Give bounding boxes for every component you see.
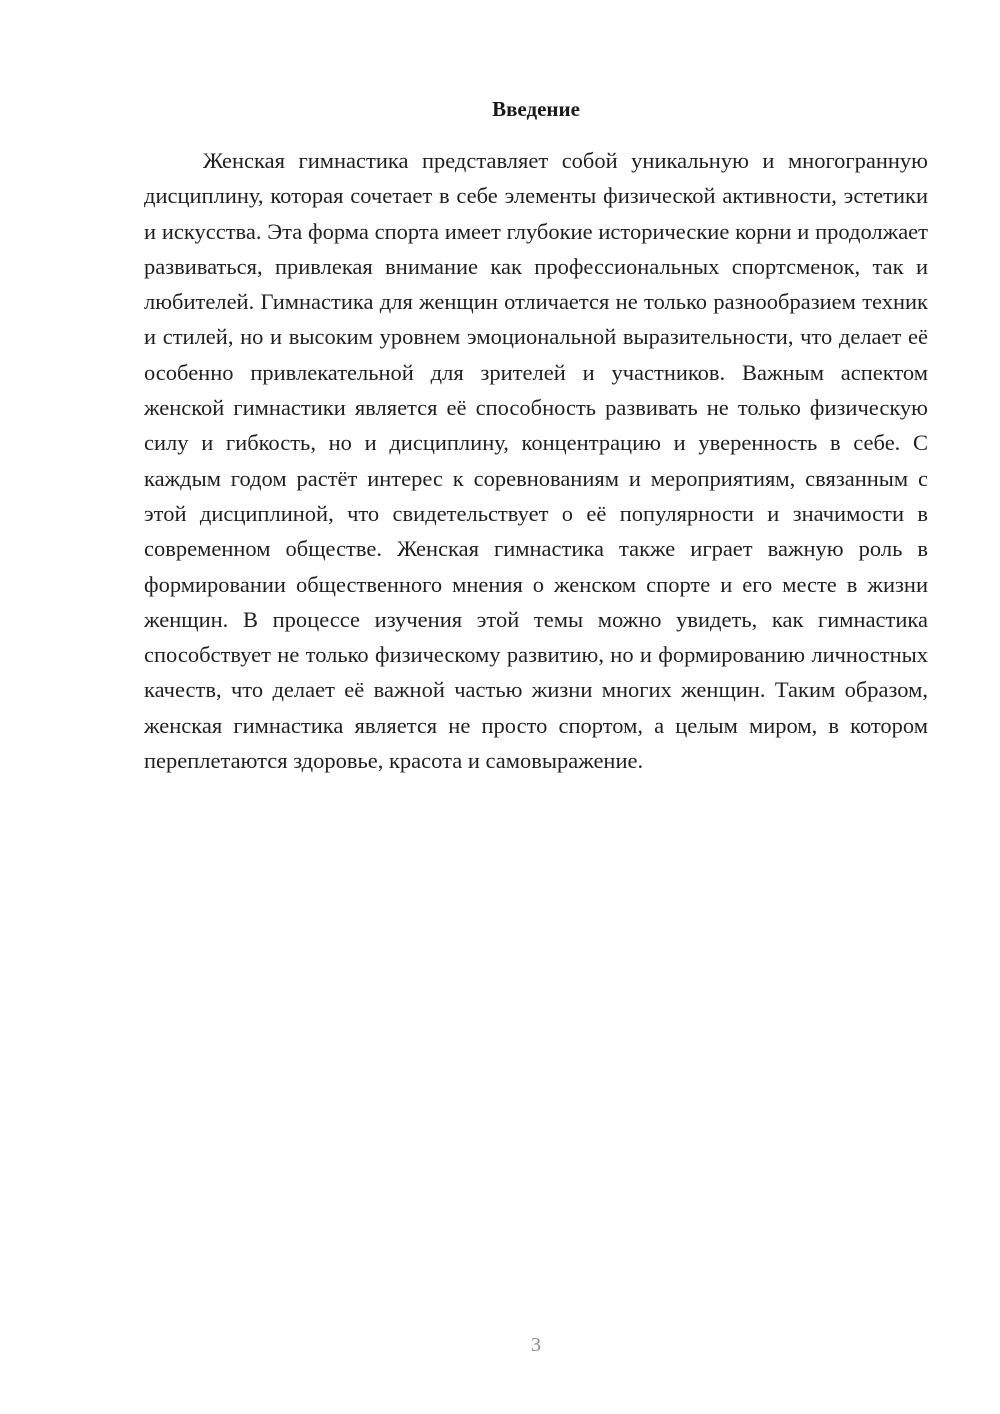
section-heading: Введение <box>492 97 580 121</box>
intro-paragraph: Женская гимнастика представляет собой уникальную и многогранную дисциплину, которая сочетает в себе элементы физической активности, эстетики и искусства. Эта форма спорта имеет глубокие исторические корни и продолжает развиваться, привлекая внимание как профессиональных спортсменок, так и любителей. Гимнастика для женщин отличается не только разнообразием техник и стилей, но и высоким уровнем эмоциональной выразительности, что делает её особенно привлекательной для зрителей и участников. Важным аспектом женской гимнастики является её способность развивать не только физическую силу и гибкость, но и дисциплину, концентрацию и уверенность в себе. С каждым годом растёт интерес к соревнованиям и мероприятиям, связанным с этой дисциплиной, что свидетельствует о её популярности и значимости в современном обществе. Женская гимнастика также играет важную роль в формировании общественного мнения о женском спорте и его месте в жизни женщин. В процессе изучения этой темы можно увидеть, как гимнастика способствует не только физическому развитию, но и формированию личностных качеств, что делает её важной частью жизни многих женщин. Таким образом, женская гимнастика является не просто спортом, а целым миром, в котором переплетаются здоровье, красота и самовыражение. <box>144 148 928 774</box>
page-number: 3 <box>531 1334 541 1356</box>
